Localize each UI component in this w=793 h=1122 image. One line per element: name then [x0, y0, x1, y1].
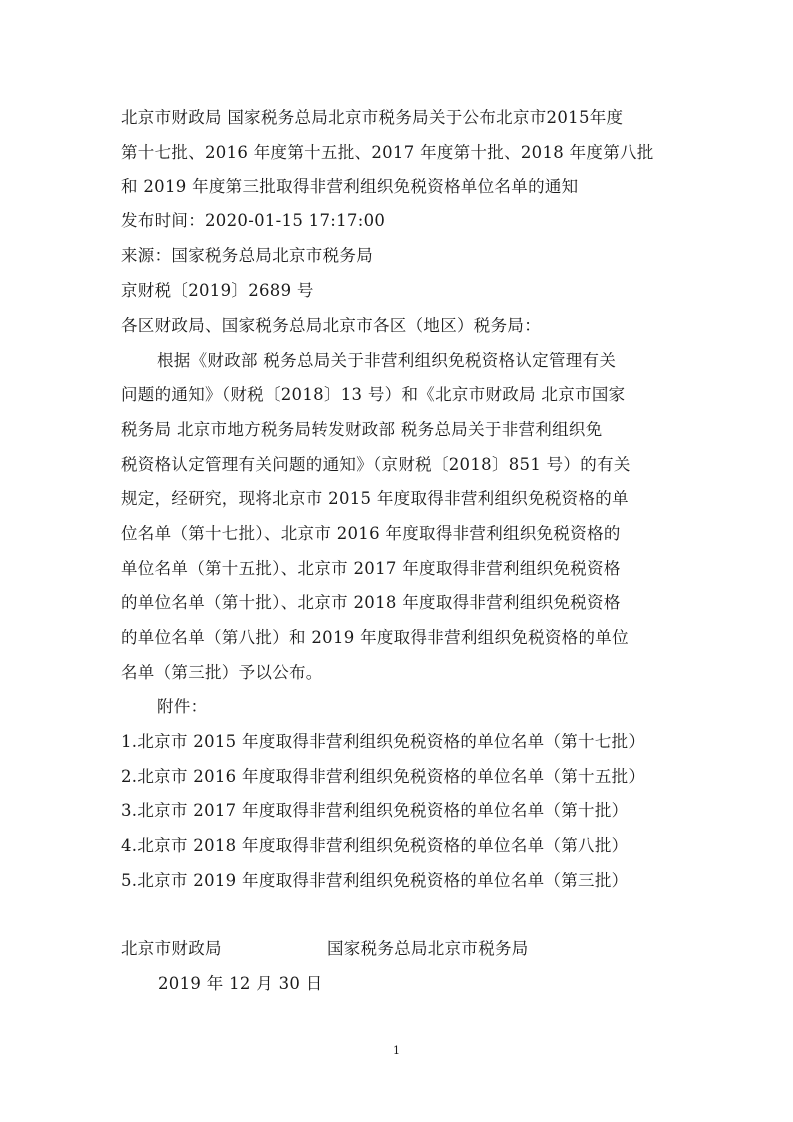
body-line-2: 问题的通知》（财税〔2018〕13 号）和《北京市财政局 北京市国家	[121, 385, 626, 404]
signatory-left: 北京市财政局	[121, 939, 222, 958]
attachment-item-5: 5.北京市 2019 年度取得非营利组织免税资格的单位名单（第三批）	[121, 871, 629, 890]
attachment-item-1: 1.北京市 2015 年度取得非营利组织免税资格的单位名单（第十七批）	[121, 732, 646, 751]
body-line-9: 的单位名单（第八批）和 2019 年度取得非营利组织免税资格的单位	[121, 628, 629, 647]
signatory-right: 国家税务总局北京市税务局	[327, 939, 529, 958]
page-number: 1	[393, 1044, 400, 1057]
publish-time: 发布时间：2020-01-15 17:17:00	[121, 211, 386, 230]
body-line-8: 的单位名单（第十批）、北京市 2018 年度取得非营利组织免税资格	[121, 593, 621, 612]
attachment-label: 附件：	[157, 697, 208, 716]
body-line-1: 根据《财政部 税务总局关于非营利组织免税资格认定管理有关	[157, 351, 617, 370]
attachment-item-3: 3.北京市 2017 年度取得非营利组织免税资格的单位名单（第十批）	[121, 801, 629, 820]
attachment-item-2: 2.北京市 2016 年度取得非营利组织免税资格的单位名单（第十五批）	[121, 767, 646, 786]
sign-date: 2019 年 12 月 30 日	[158, 974, 323, 993]
salutation: 各区财政局、国家税务总局北京市各区（地区）税务局：	[121, 316, 541, 335]
source-line: 来源：国家税务总局北京市税务局	[121, 246, 373, 265]
body-line-7: 单位名单（第十五批）、北京市 2017 年度取得非营利组织免税资格	[121, 559, 621, 578]
body-line-5: 规定，经研究，现将北京市 2015 年度取得非营利组织免税资格的单	[121, 489, 629, 508]
document-title-line-3: 和 2019 年度第三批取得非营利组织免税资格单位名单的通知	[121, 177, 579, 196]
body-line-3: 税务局 北京市地方税务局转发财政部 税务总局关于非营利组织免	[121, 420, 603, 439]
document-title-line-2: 第十七批、2016 年度第十五批、2017 年度第十批、2018 年度第八批	[121, 143, 654, 162]
document-number: 京财税〔2019〕2689 号	[121, 281, 314, 300]
body-line-10: 名单（第三批）予以公布。	[121, 663, 323, 682]
attachment-item-4: 4.北京市 2018 年度取得非营利组织免税资格的单位名单（第八批）	[121, 836, 629, 855]
body-line-6: 位名单（第十七批）、北京市 2016 年度取得非营利组织免税资格的	[121, 524, 621, 543]
body-line-4: 税资格认定管理有关问题的通知》（京财税〔2018〕851 号）的有关	[121, 455, 631, 474]
document-title-line-1: 北京市财政局 国家税务总局北京市税务局关于公布北京市2015年度	[121, 108, 624, 127]
